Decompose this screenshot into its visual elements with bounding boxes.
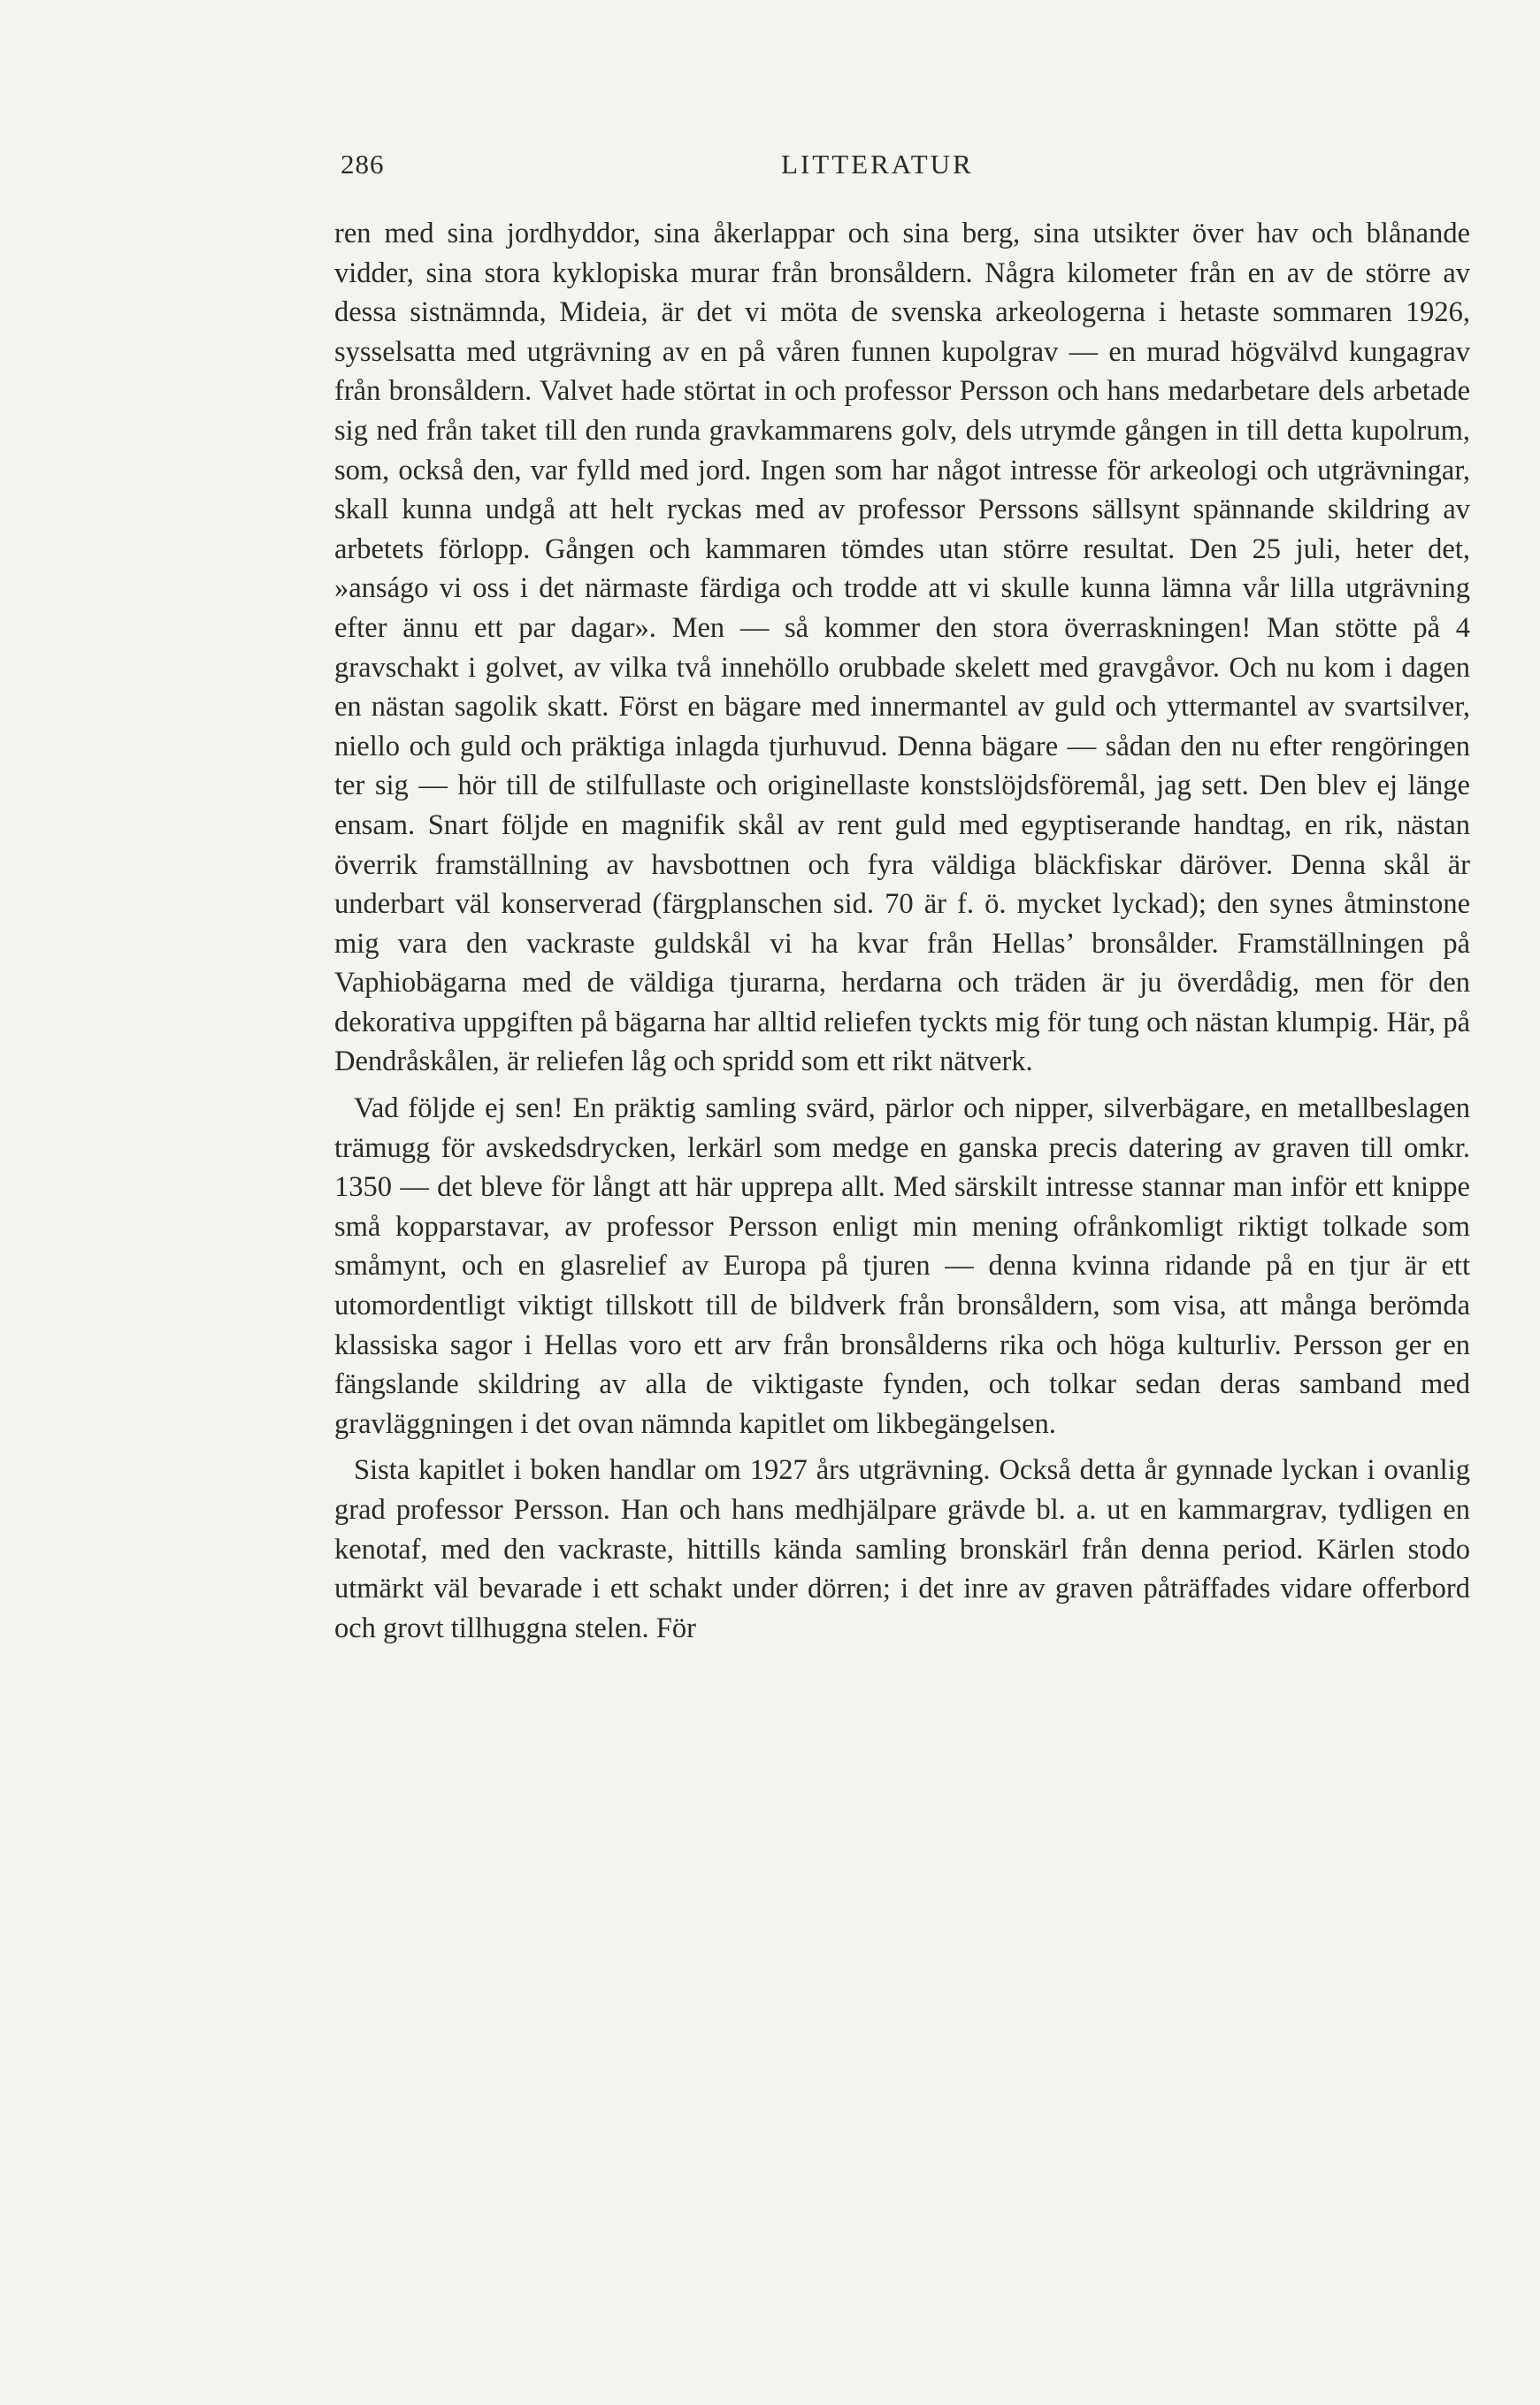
paragraph-3: Sista kapitlet i boken handlar om 1927 års utgrävning. Också detta år gynnade lyckan i ovanlig grad professor Persson. Han och hans medhjälpare grävde bl. a. ut en kammargrav, tydligen en kenotaf, med den vackraste, hittills kända samling bronskärl från denna period. Kärlen stodo utmärkt väl bevarade i ett schakt under dörren; i det inre av graven påträffades vidare offerbord och grovt tillhuggna stelen. För	[334, 1454, 1470, 1644]
page-number: 286	[341, 149, 385, 180]
paragraph-2: Vad följde ej sen! En präktig samling svärd, pärlor och nipper, silverbägare, en metallbeslagen trämugg för avskedsdrycken, lerkärl som medge en ganska precis datering av graven till omkr. 1350 — det bleve för långt att här upprepa allt. Med särskilt intresse stannar man inför ett knippe små kopparstavar, av professor Persson enligt min mening ofrånkomligt riktigt tolkade som småmynt, och en glasrelief av Europa på tjuren — denna kvinna ridande på en tjur är ett utomordentligt viktigt tillskott till de bildverk från bronsåldern, som visa, att många berömda klassiska sagor i Hellas voro ett arv från bronsålderns rika och höga kulturliv. Persson ger en fängslande skildring av alla de viktigaste fynden, och tolkar sedan deras samband med gravläggningen i det ovan nämnda kapitlet om likbegängelsen.	[334, 1092, 1470, 1440]
body-text	[334, 214, 1470, 1648]
page-header	[330, 149, 1471, 193]
running-title: LITTERATUR	[781, 149, 974, 180]
paragraph-1: ren med sina jordhyddor, sina åkerlappar och sina berg, sina utsikter över hav och blånande vidder, sina stora kyklopiska murar från bronsåldern. Några kilometer från en av de större av dessa sistnämnda, Mideia, är det vi möta de svenska arkeologerna i hetaste sommaren 1926, sysselsatta med utgrävning av en på våren funnen kupolgrav — en murad högvälvd kungagrav från bronsåldern. Valvet hade störtat in och professor Persson och hans medarbetare dels arbetade sig ned från taket till den runda gravkammarens golv, dels utrymde gången in till detta kupolrum, som, också den, var fylld med jord. Ingen som har något intresse för arkeologi och utgrävningar, skall kunna undgå att helt ryckas med av professor Perssons sällsynt spännande skildring av arbetets förlopp. Gången och kammaren tömdes utan större resultat. Den 25 juli, heter det, »anságo vi oss i det närmaste färdiga och trodde att vi skulle kunna lämna vår lilla utgrävning efter ännu ett par dagar». Men — så kommer den stora överraskningen! Man stötte på 4 gravschakt i golvet, av vilka två innehöllo orubbade skelett med gravgåvor. Och nu kom i dagen en nästan sagolik skatt. Först en bägare med innermantel av guld och yttermantel av svartsilver, niello och guld och präktiga inlagda tjurhuvud. Denna bägare — sådan den nu efter rengöringen ter sig — hör till de stilfullaste och originellaste konstslöjdsföremål, jag sett. Den blev ej länge ensam. Snart följde en magnifik skål av rent guld med egyptiserande handtag, en rik, nästan överrik framställning av havsbottnen och fyra väldiga bläckfiskar däröver. Denna skål är underbart väl konserverad (färgplanschen sid. 70 är f. ö. mycket lyckad); den synes åtminstone mig vara den vackraste guldskål vi ha kvar från Hellas’ bronsålder. Framställningen på Vaphiobägarna med de väldiga tjurarna, herdarna och träden är ju överdådig, men för den dekorativa uppgiften på bägarna har alltid reliefen tyckts mig för tung och nästan klumpig. Här, på Dendråskålen, är reliefen låg och spridd som ett rikt nätverk.	[334, 218, 1470, 1078]
